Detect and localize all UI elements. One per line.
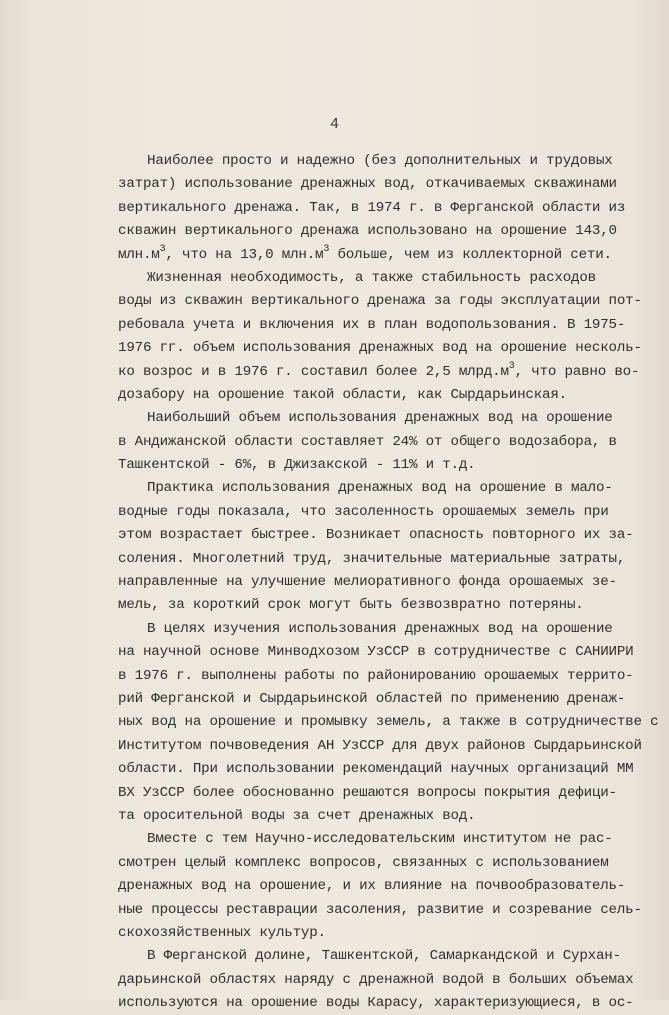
text-line: водные годы показала, что засоленность орошаемых земель при (118, 503, 609, 520)
text-line: Жизненная необходимость, а также стабильность расходов (147, 269, 596, 286)
text-line: в 1976 г. выполнены работы по районированию орошаемых террито- (118, 667, 634, 684)
text-line: рий Ферганской и Сырдарьинской областей по применению дренаж- (118, 690, 626, 707)
text-line: Практика использования дренажных вод на орошение в мало- (147, 480, 613, 497)
text-line: затрат) использование дренажных вод, откачиваемых скважинами (118, 176, 617, 193)
text-line: В Ферганской долине, Ташкентской, Самаркандской и Сурхан- (147, 948, 621, 965)
text-line: направленные на улучшение мелиоративного фонда орошаемых зе- (118, 574, 617, 591)
text-line: В целях изучения использования дренажных вод на орошение (147, 620, 613, 637)
text-line: ко возрос и в 1976 г. составил более 2,5 $млрд.м^3$, что равно во- (118, 360, 640, 380)
text-line: Наибольший объем использования дренажных вод на орошение (147, 410, 613, 427)
text-line: этом возрастает быстрее. Возникает опасность повторного их за- (118, 527, 634, 544)
text-line: дозабору на орошение такой области, как Сырдарьинская. (118, 386, 567, 403)
text-line: ных вод на орошение и промывку земель, а также в сотрудничестве с (118, 714, 659, 731)
text-line: мель, за короткий срок могут быть безвозвратно потеряны. (118, 597, 584, 614)
text-line: ребовала учета и включения их в план водопользования. В 1975- (118, 316, 626, 333)
text-line: $млн.м^3$, что на 13,0 $млн.м^3$ больше, чем из коллекторной сети. (118, 243, 612, 263)
text-line: Вместе с тем Научно-исследовательским институтом не рас- (147, 831, 613, 848)
text-line: скохозяйственных культур. (118, 924, 326, 941)
text-line: дарьинской областях наряду с дренажной водой в больших объемах (118, 971, 634, 988)
text-line: в Андижанской области составляет 24% от общего водозабора, в (118, 433, 617, 450)
text-line: скважин вертикального дренажа использовано на орошение 143,0 (118, 223, 617, 240)
document-body (118, 150, 659, 1015)
text-line: смотрен целый комплекс вопросов, связанных с использованием (118, 854, 609, 871)
text-line: та оросительной воды за счет дренажных вод. (118, 807, 476, 824)
text-line: области. При использовании рекомендаций научных организаций ММ (118, 761, 634, 778)
text-line: Ташкентской - 6%, в Джизакской - 11% и т.д. (118, 457, 476, 474)
text-line: Институтом почвоведения АН УзССР для двух районов Сырдарьинской (118, 737, 642, 754)
text-line: дренажных вод на орошение, и их влияние на почвообразователь- (118, 878, 626, 895)
text-line: ные процессы реставрации засоления, развитие и созревание сель- (118, 901, 642, 918)
text-line: воды из скважин вертикального дренажа за годы эксплуатации пот- (118, 293, 642, 310)
text-line: используются на орошение воды Карасу, характеризующиеся, в ос- (118, 995, 634, 1012)
text-line: Наиболее просто и надежно (без дополнительных и трудовых (147, 153, 613, 169)
text-line: вертикального дренажа. Так, в 1974 г. в Ферганской области из (118, 199, 626, 216)
text-line: соления. Многолетний труд, значительные материальные затраты, (118, 550, 626, 567)
page-number: 4 (329, 116, 339, 133)
text-line: 1976 гг. объем использования дренажных вод на орошение несколь- (118, 340, 642, 357)
text-line: на научной основе Минводхозом УзССР в сотрудничестве с САНИИРИ (118, 644, 634, 661)
text-line: ВХ УзССР более обоснованно решаются вопросы покрытия дефици- (118, 784, 617, 801)
